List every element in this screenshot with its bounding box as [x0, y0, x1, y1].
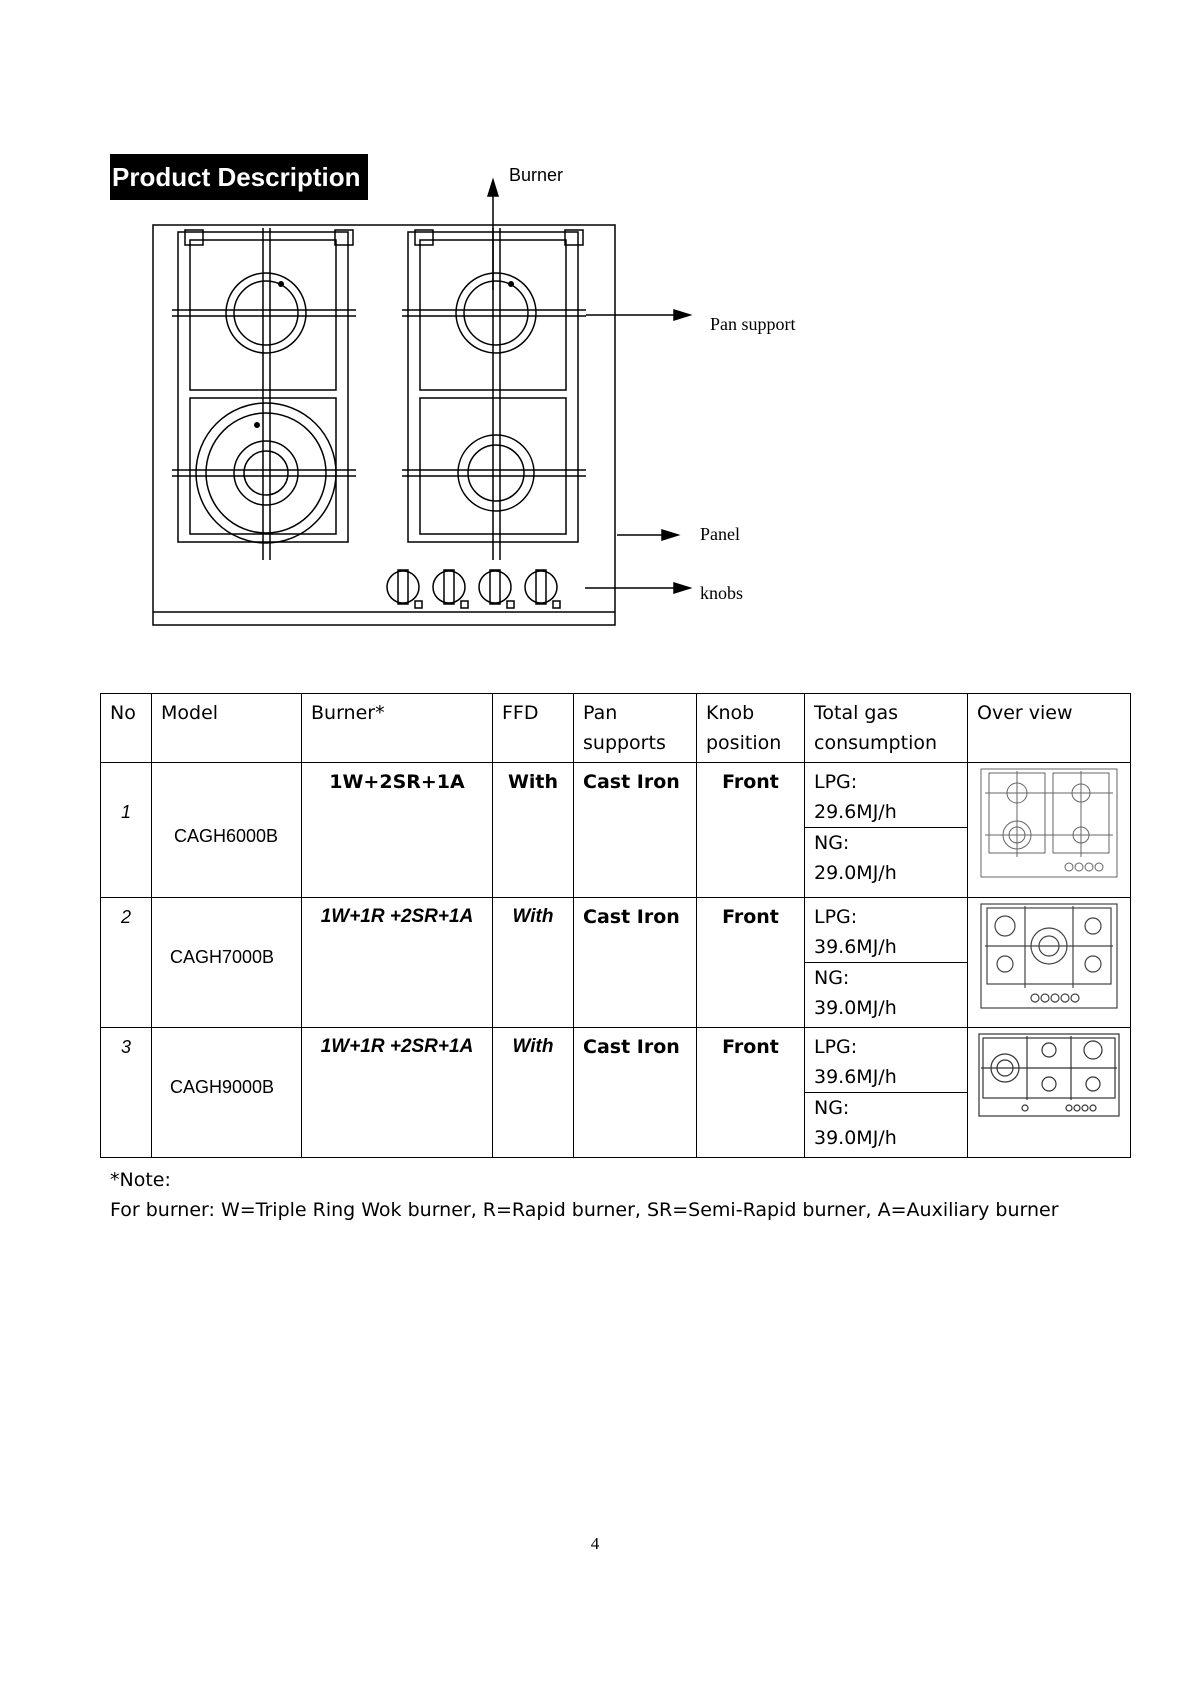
row-overview [968, 1028, 1131, 1158]
row-gas [805, 1028, 968, 1158]
table-row [101, 898, 1131, 1028]
hob-thumbnail [979, 902, 1119, 1010]
row-knob-position: Front [697, 898, 805, 1028]
lpg-label: LPG: [814, 1036, 858, 1058]
ng-label: NG: [814, 967, 850, 989]
note [110, 1165, 1110, 1225]
row-pan-supports: Cast Iron [574, 763, 697, 898]
spec-table [100, 693, 1131, 1158]
note-text: For burner: W=Triple Ring Wok burner, R=Rapid burner, SR=Semi-Rapid burner, A=Auxiliary burner [110, 1199, 1059, 1221]
hob-thumbnail [977, 1032, 1121, 1118]
lpg-value: 39.6MJ/h [814, 1066, 897, 1088]
row-model: CAGH7000B [152, 898, 302, 1028]
row-pan-supports: Cast Iron [574, 1028, 697, 1158]
row-no: 3 [101, 1028, 152, 1158]
row-ffd: With [493, 898, 574, 1028]
row-no: 1 [101, 763, 152, 898]
callout-pan-support: Pan support [710, 314, 796, 334]
callout-panel: Panel [700, 524, 740, 544]
lpg-label: LPG: [814, 771, 858, 793]
row-no: 2 [101, 898, 152, 1028]
header-total-gas: Total gas consumption [805, 694, 968, 763]
callout-burner: Burner [509, 165, 564, 185]
ng-label: NG: [814, 1097, 850, 1119]
section-title: Product Description [110, 154, 368, 200]
row-burner: 1W+1R +2SR+1A [302, 898, 493, 1028]
row-ffd: With [493, 1028, 574, 1158]
header-burner: Burner* [302, 694, 493, 763]
table-header-row [101, 694, 1131, 763]
row-burner: 1W+2SR+1A [302, 763, 493, 898]
lpg-value: 39.6MJ/h [814, 936, 897, 958]
row-knob-position: Front [697, 1028, 805, 1158]
header-pan-supports: Pan supports [574, 694, 697, 763]
ng-value: 39.0MJ/h [814, 1127, 897, 1149]
header-model: Model [152, 694, 302, 763]
page-number: 4 [590, 1534, 600, 1553]
header-ffd: FFD [493, 694, 574, 763]
row-overview [968, 898, 1131, 1028]
hob-thumbnail [979, 767, 1119, 879]
header-no: No [101, 694, 152, 763]
header-overview: Over view [968, 694, 1131, 763]
ng-value: 29.0MJ/h [814, 862, 897, 884]
ng-value: 39.0MJ/h [814, 997, 897, 1019]
row-model: CAGH9000B [152, 1028, 302, 1158]
note-heading: *Note: [110, 1169, 171, 1191]
row-burner: 1W+1R +2SR+1A [302, 1028, 493, 1158]
table-row [101, 763, 1131, 898]
callout-knobs: knobs [700, 583, 744, 603]
row-pan-supports: Cast Iron [574, 898, 697, 1028]
row-ffd: With [493, 763, 574, 898]
lpg-value: 29.6MJ/h [814, 801, 897, 823]
table-row [101, 1028, 1131, 1158]
lpg-label: LPG: [814, 906, 858, 928]
ng-label: NG: [814, 832, 850, 854]
row-model: CAGH6000B [152, 763, 302, 898]
header-knob-position: Knob position [697, 694, 805, 763]
row-knob-position: Front [697, 763, 805, 898]
row-overview [968, 763, 1131, 898]
hob-diagram [0, 0, 1191, 700]
row-gas [805, 763, 968, 898]
row-gas [805, 898, 968, 1028]
